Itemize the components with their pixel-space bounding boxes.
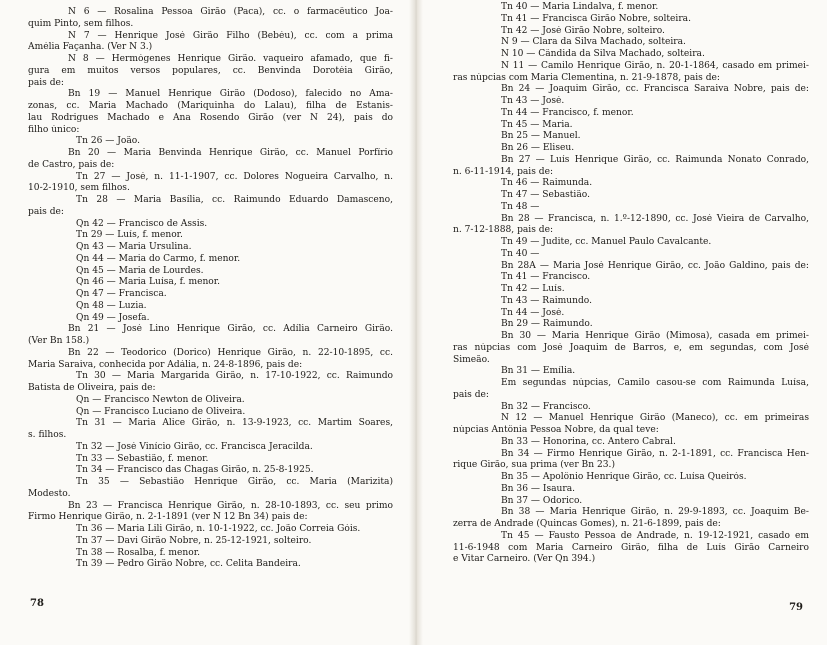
text-line: rique Girão, sua prima (ver Bn 23.)	[453, 460, 615, 471]
text-line: Bn 28 — Francisca, n. 1.º-12-1890, cc. José Vieira de Carvalho,	[501, 213, 809, 224]
text-line: Tn 41 — Francisca Girão Nobre, solteira.	[501, 13, 691, 24]
text-line: Qn 45 — Maria de Lourdes.	[76, 265, 204, 276]
page-number-right: 79	[789, 602, 803, 613]
text-line: Tn 43 — José.	[501, 96, 565, 106]
text-line: 11-6-1948 com Maria Carneiro Girão, filha de Luís Girão Carneiro	[453, 542, 809, 553]
text-line: n. 6-11-1914, pais de:	[453, 166, 554, 177]
text-line: Tn 37 — Davi Girão Nobre, n. 25-12-1921, solteiro.	[76, 535, 312, 546]
text-line: N 9 — Clara da Silva Machado, solteira.	[501, 37, 686, 48]
text-line: Tn 36 — Maria Lili Girão, n. 10-1-1922, cc. João Correia Góis.	[76, 524, 361, 534]
right-page	[415, 0, 827, 645]
text-line: Tn 40 — Maria Lindalva, f. menor.	[501, 2, 659, 12]
text-line: Qn 46 — Maria Luísa, f. menor.	[76, 277, 221, 288]
text-line: Tn 48 —	[501, 201, 540, 212]
text-line: Tn 30 — Maria Margarida Girão, n. 17-10-1922, cc. Raimundo	[76, 371, 393, 382]
text-line: Tn 40 —	[501, 248, 540, 259]
text-line: N 11 — Camilo Henrique Girão, n. 20-1-1864, casado em primei-	[501, 60, 809, 71]
text-line: Tn 41 — Francisco.	[501, 272, 591, 283]
text-line: N 6 — Rosalina Pessoa Girão (Paca), cc. o farmacêutico Joa-	[68, 7, 393, 17]
text-line: s. filhos.	[28, 430, 67, 440]
text-line: Tn 43 — Raimundo.	[501, 295, 593, 306]
text-line: lau Rodrigues Machado e Ana Rosendo Girão (ver N 24), pais do	[28, 112, 393, 123]
text-line: ras núpcias com José Joaquim de Barros, e, em segundas, com José	[453, 342, 809, 353]
text-line: Qn 47 — Francisca.	[76, 289, 167, 299]
text-line: N 12 — Manuel Henrique Girão (Maneco), cc. em primeiras	[501, 413, 809, 424]
book-gutter	[409, 0, 423, 645]
text-line: Tn 42 — Luís.	[501, 284, 565, 294]
text-line: Tn 49 — Judite, cc. Manuel Paulo Cavalcante.	[501, 237, 712, 247]
text-line: de Castro, pais de:	[28, 159, 115, 170]
text-line: Tn 26 — João.	[76, 136, 141, 147]
text-line: e Vitar Carneiro. (Ver Qn 394.)	[453, 554, 596, 565]
left-page-text	[28, 7, 393, 571]
text-line: Bn 32 — Francisco.	[501, 401, 591, 412]
text-line: quim Pinto, sem filhos.	[28, 18, 134, 29]
text-line: Batista de Oliveira, pais de:	[28, 383, 156, 393]
text-line: Bn 35 — Apolônio Henrique Girão, cc. Luísa Queirós.	[501, 472, 747, 482]
text-line: Firmo Henrique Girão, n. 2-1-1891 (ver N 12 Bn 34) pais de:	[28, 512, 308, 523]
text-line: Bn 36 — Isaura.	[501, 483, 576, 494]
text-line: Qn 48 — Luzia.	[76, 300, 147, 311]
text-line: Bn 28A — Maria José Henrique Girão, cc. João Galdino, pais de:	[501, 260, 809, 271]
text-line: Bn 29 — Raimundo.	[501, 319, 593, 330]
text-line: Bn 23 — Francisca Henrique Girão, n. 28-10-1893, cc. seu primo	[68, 500, 393, 511]
page-number-left: 78	[30, 598, 44, 609]
text-line: Modesto.	[28, 488, 71, 499]
text-line: Bn 19 — Manuel Henrique Girão (Dodoso), falecido no Ama-	[68, 89, 393, 100]
text-line: Qn 42 — Francisco de Assis.	[76, 218, 208, 229]
text-line: Tn 45 — Fausto Pessoa de Andrade, n. 19-12-1921, casado em	[501, 530, 809, 541]
text-line: Bn 37 — Odorico.	[501, 495, 583, 506]
text-line: Tn 47 — Sebastião.	[501, 190, 590, 200]
right-page-text	[453, 2, 809, 566]
text-line: Tn 42 — José Girão Nobre, solteiro.	[501, 25, 665, 36]
text-line: pais de:	[28, 206, 64, 217]
text-line: Tn 33 — Sebastião, f. menor.	[76, 453, 209, 464]
text-line: Tn 45 — Maria.	[501, 119, 573, 130]
text-line: Tn 32 — José Vinício Girão, cc. Francisca Jeracilda.	[76, 441, 313, 452]
text-line: Bn 25 — Manuel.	[501, 131, 581, 142]
text-line: filho único:	[28, 124, 80, 135]
text-line: Tn 31 — Maria Alice Girão, n. 13-9-1923, cc. Martim Soares,	[76, 418, 393, 429]
text-line: Bn 33 — Honorina, cc. Antero Cabral.	[501, 436, 676, 447]
text-line: zerra de Andrade (Quincas Gomes), n. 21-6-1899, pais de:	[453, 519, 721, 529]
text-line: Simeão.	[453, 354, 490, 365]
text-line: Qn — Francisco Newton de Oliveira.	[76, 394, 245, 405]
text-line: Tn 46 — Raimunda.	[501, 178, 593, 189]
text-line: n. 7-12-1888, pais de:	[453, 225, 554, 236]
text-line: Qn 49 — Josefa.	[76, 312, 150, 323]
text-line: Maria Saraiva, conhecida por Adália, n. 24-8-1896, pais de:	[28, 359, 303, 370]
text-line: Bn 22 — Teodorico (Dorico) Henrique Girão, n. 22-10-1895, cc.	[68, 347, 393, 358]
text-line: (Ver Bn 158.)	[28, 336, 90, 346]
text-line: Bn 30 — Maria Henrique Girão (Mimosa), casada em primei-	[501, 331, 809, 341]
text-line: 10-2-1910, sem filhos.	[28, 183, 130, 194]
text-line: Tn 44 — Francisco, f. menor.	[501, 107, 634, 118]
text-line: gura em muitos versos populares, cc. Benvinda Dorotéia Girão,	[28, 65, 393, 76]
text-line: N 7 — Henrique José Girão Filho (Bebéu), cc. com a prima	[68, 30, 393, 41]
text-line: Bn 34 — Firmo Henrique Girão, n. 2-1-1891, cc. Francisca Hen-	[501, 448, 809, 459]
text-line: Bn 20 — Maria Benvinda Henrique Girão, cc. Manuel Porfírio	[68, 148, 393, 158]
text-line: Qn 44 — Maria do Carmo, f. menor.	[76, 253, 241, 264]
text-line: Qn 43 — Maria Ursulina.	[76, 242, 192, 252]
text-line: Tn 39 — Pedro Girão Nobre, cc. Celita Bandeira.	[76, 559, 301, 570]
text-line: Bn 31 — Emília.	[501, 366, 576, 377]
text-line: zonas, cc. Maria Machado (Mariquinha do Lalau), filha de Estanis-	[28, 101, 393, 111]
text-line: Qn — Francisco Luciano de Oliveira.	[76, 406, 246, 417]
text-line: Bn 27 — Luís Henrique Girão, cc. Raimunda Nonato Conrado,	[501, 154, 809, 165]
text-line: Tn 27 — José, n. 11-1-1907, cc. Dolores Nogueira Carvalho, n.	[76, 171, 393, 182]
text-line: Em segundas núpcias, Camilo casou-se com Raimunda Luísa,	[501, 378, 809, 388]
text-line: N 10 — Cândida da Silva Machado, solteira.	[501, 49, 705, 59]
text-line: Tn 29 — Luís, f. menor.	[76, 230, 183, 241]
text-line: Tn 38 — Rosalba, f. menor.	[76, 547, 200, 558]
text-line: pais de:	[28, 77, 64, 88]
text-line: Amélia Façanha. (Ver N 3.)	[28, 42, 153, 53]
text-line: Tn 44 — José.	[501, 307, 565, 318]
text-line: Tn 28 — Maria Basília, cc. Raimundo Eduardo Damasceno,	[76, 195, 393, 205]
text-line: núpcias Antônia Pessoa Nobre, da qual teve:	[453, 425, 659, 435]
text-line: Bn 38 — Maria Henrique Girão, n. 29-9-1893, cc. Joaquim Be-	[501, 507, 809, 518]
text-line: Tn 35 — Sebastião Henrique Girão, cc. Maria (Marizita)	[76, 477, 393, 487]
text-line: Bn 24 — Joaquim Girão, cc. Francisca Saraiva Nobre, pais de:	[501, 84, 809, 95]
text-line: Tn 34 — Francisco das Chagas Girão, n. 25-8-1925.	[76, 465, 314, 476]
text-line: pais de:	[453, 389, 489, 400]
text-line: ras núpcias com Maria Clementina, n. 21-9-1878, pais de:	[453, 72, 720, 83]
text-line: N 8 — Hermógenes Henrique Girão. vaqueiro afamado, que fi-	[68, 54, 393, 64]
text-line: Bn 21 — José Lino Henrique Girão, cc. Adília Carneiro Girão.	[68, 324, 393, 335]
text-line: Bn 26 — Eliseu.	[501, 143, 575, 153]
